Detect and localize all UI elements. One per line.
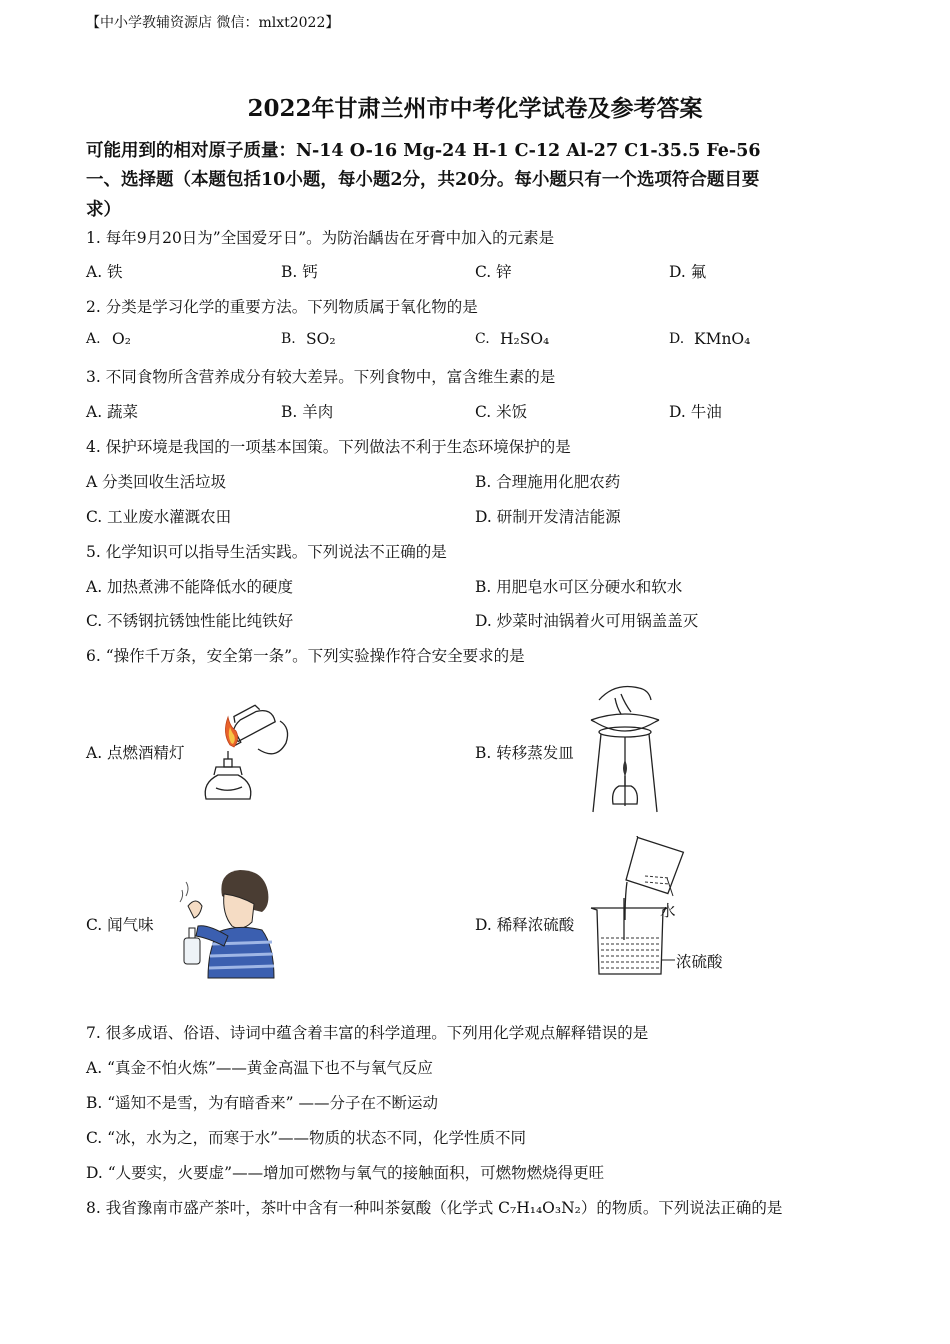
- q5-option-b: B. 用肥皂水可区分硬水和软水: [475, 578, 683, 596]
- q7-option-a: A. “真金不怕火炼”——黄金高温下也不与氧气反应: [86, 1059, 433, 1077]
- q4-option-a: A 分类回收生活垃圾: [86, 473, 227, 491]
- q3-option-a: A. 蔬菜: [86, 403, 139, 421]
- q6-option-a: A. 点燃酒精灯: [86, 744, 185, 762]
- q2-option-d: KMnO₄: [694, 330, 751, 348]
- q1-option-b: B. 钙: [281, 263, 318, 281]
- q7-option-b: B. “遥知不是雪，为有暗香来” ——分子在不断运动: [86, 1094, 439, 1112]
- q7-option-c: C. “冰，水为之，而寒于水”——物质的状态不同，化学性质不同: [86, 1129, 527, 1147]
- q5-stem: 5. 化学知识可以指导生活实践。下列说法不正确的是: [86, 543, 447, 561]
- alcohol-lamp-figure: [196, 703, 296, 809]
- q4-option-d: D. 研制开发清洁能源: [475, 508, 621, 526]
- q6-option-b: B. 转移蒸发皿: [475, 744, 574, 762]
- label-water: 水: [660, 902, 676, 920]
- q1-stem: 1. 每年9月20日为”全国爱牙日”。为防治龋齿在牙膏中加入的元素是: [86, 229, 555, 247]
- q3-option-c: C. 米饭: [475, 403, 528, 421]
- q2-option-d-label: D.: [669, 331, 685, 347]
- q3-option-d: D. 牛油: [669, 403, 722, 421]
- q8-stem: 8. 我省豫南市盛产茶叶，茶叶中含有一种叫茶氨酸（化学式 C₇H₁₄O₃N₂）的物质。下列说法正确的是: [86, 1199, 783, 1217]
- label-acid: 浓硫酸: [676, 953, 723, 971]
- q1-option-c: C. 锌: [475, 263, 512, 281]
- q7-stem: 7. 很多成语、俗语、诗词中蕴含着丰富的科学道理。下列用化学观点解释错误的是: [86, 1024, 649, 1042]
- q6-option-d: D. 稀释浓硫酸: [475, 916, 575, 934]
- q4-stem: 4. 保护环境是我国的一项基本国策。下列做法不利于生态环境保护的是: [86, 438, 571, 456]
- q4-option-b: B. 合理施用化肥农药: [475, 473, 621, 491]
- q2-option-a: O₂: [112, 330, 131, 348]
- page-header: 【中小学教辅资源店 微信：mlxt2022】: [86, 15, 340, 31]
- q6-stem: 6. “操作千万条，安全第一条”。下列实验操作符合安全要求的是: [86, 647, 525, 665]
- q4-option-c: C. 工业废水灌溉农田: [86, 508, 232, 526]
- q2-option-b: SO₂: [306, 330, 336, 348]
- q3-option-b: B. 羊肉: [281, 403, 334, 421]
- section-heading-line2: 求）: [86, 200, 121, 220]
- q5-option-c: C. 不锈钢抗锈蚀性能比纯铁好: [86, 612, 294, 630]
- evaporating-dish-figure: [585, 678, 665, 818]
- page-title: 2022年甘肃兰州市中考化学试卷及参考答案: [247, 95, 703, 122]
- q3-stem: 3. 不同食物所含营养成分有较大差异。下列食物中，富含维生素的是: [86, 368, 556, 386]
- atomic-masses: 可能用到的相对原子质量：N-14 O-16 Mg-24 H-1 C-12 Al-27 C1-35.5 Fe-56: [86, 141, 761, 161]
- q6-option-c: C. 闻气味: [86, 916, 154, 934]
- q1-option-a: A. 铁: [86, 263, 123, 281]
- q7-option-d: D. “人要实，火要虚”——增加可燃物与氧气的接触面积，可燃物燃烧得更旺: [86, 1164, 605, 1182]
- q5-option-d: D. 炒菜时油锅着火可用锅盖盖灭: [475, 612, 699, 630]
- q2-option-b-label: B.: [281, 331, 296, 347]
- section-heading-line1: 一、选择题（本题包括10小题，每小题2分，共20分。每小题只有一个选项符合题目要: [86, 170, 760, 190]
- q2-option-c-label: C.: [475, 331, 490, 347]
- q5-option-a: A. 加热煮沸不能降低水的硬度: [86, 578, 294, 596]
- q2-option-c: H₂SO₄: [500, 330, 550, 348]
- smelling-gas-figure: [178, 866, 278, 982]
- q1-option-d: D. 氟: [669, 263, 707, 281]
- q2-stem: 2. 分类是学习化学的重要方法。下列物质属于氧化物的是: [86, 298, 478, 316]
- q2-option-a-label: A.: [86, 331, 101, 347]
